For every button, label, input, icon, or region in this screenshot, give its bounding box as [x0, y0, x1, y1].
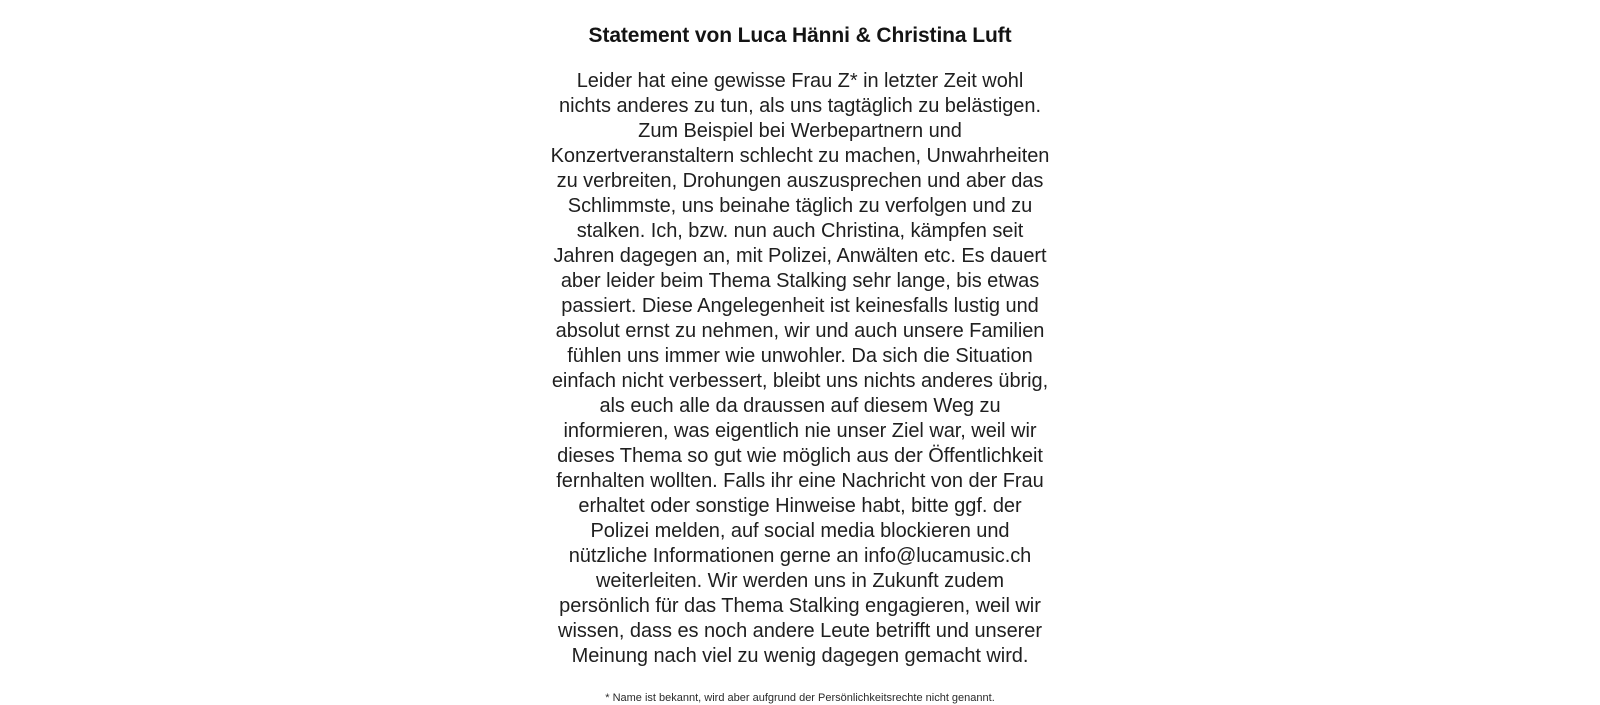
- footnote-text: * Name ist bekannt, wird aber aufgrund der Persönlichkeitsrechte nicht genannt.: [605, 692, 995, 704]
- statement-body-text: Leider hat eine gewisse Frau Z* in letzter Zeit wohl nichts anderes zu tun, als uns tagtäglich zu belästigen. Zum Beispiel bei Werbepartnern und Konzertveranstaltern schlecht zu machen, Unwahrheiten zu verbreiten, Drohungen auszusprechen und aber das Schlimmste, uns beinahe täglich zu verfolgen und zu stalken. Ich, bzw. nun auch Christina, kämpfen seit Jahren dagegen an, mit Polizei, Anwälten etc. Es dauert aber leider beim Thema Stalking sehr lange, bis etwas passiert. Diese Angelegenheit ist keinesfalls lustig und absolut ernst zu nehmen, wir und auch unsere Familien fühlen uns immer wie unwohler. Da sich die Situation einfach nicht verbessert, bleibt uns nichts anderes übrig, als euch alle da draussen auf diesem Weg zu informieren, was eigentlich nie unser Ziel war, weil wir dieses Thema so gut wie möglich aus der Öffentlichkeit fernhalten wollten. Falls ihr eine Nachricht von der Frau erhaltet oder sonstige Hinweise habt, bitte ggf. der Polizei melden, auf social media blockieren und nützliche Informationen gerne an info@lucamusic.ch weiterleiten. Wir werden uns in Zukunft zudem persönlich für das Thema Stalking engagieren, weil wir wissen, dass es noch andere Leute betrifft und unserer Meinung nach viel zu wenig dagegen gemacht wird.: [550, 70, 1050, 667]
- statement-block: [550, 24, 1050, 705]
- page-title: Statement von Luca Hänni & Christina Luft: [588, 24, 1012, 47]
